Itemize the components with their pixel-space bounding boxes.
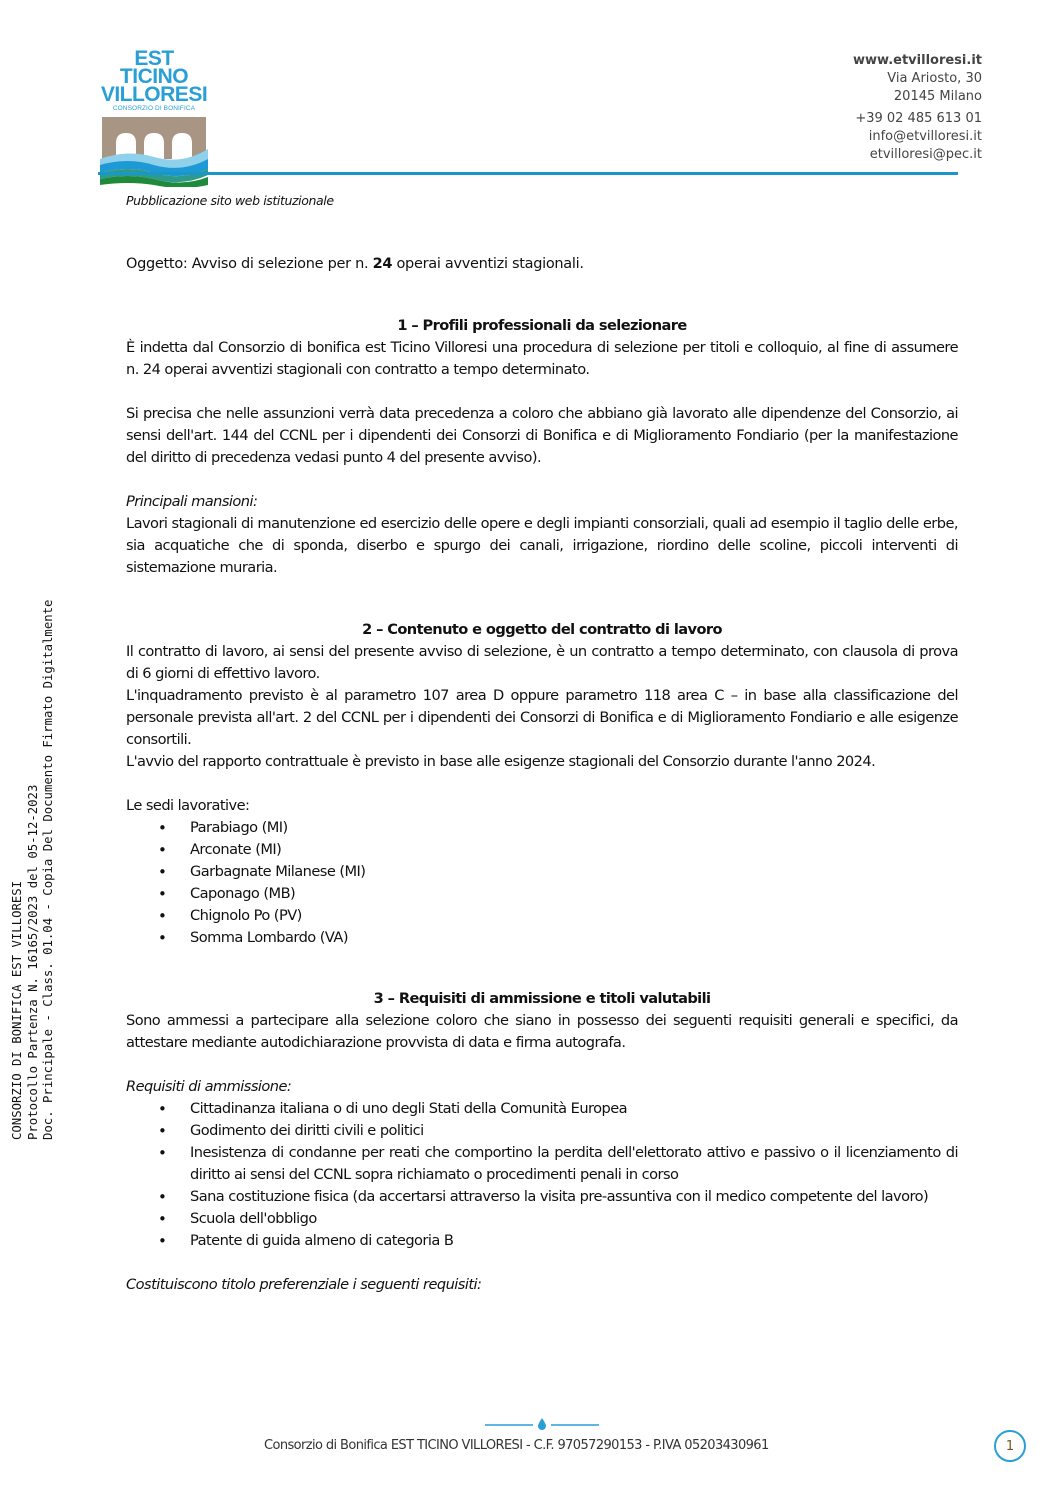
section-2-paragraph-1: Il contratto di lavoro, ai sensi del presente avviso di selezione, è un contratto a tempo determinato, con clausola di prova di 6 giorni di effettivo lavoro. (126, 643, 958, 682)
list-item: • Arconate (MI) (126, 839, 958, 861)
phone: +39 02 485 613 01 (855, 111, 982, 126)
page-number-badge: 1 (994, 1430, 1026, 1462)
list-item: • Godimento dei diritti civili e politici (126, 1120, 958, 1142)
list-item: • Cittadinanza italiana o di uno degli Stati della Comunità Europea (126, 1098, 958, 1120)
duties-text: Lavori stagionali di manutenzione ed esercizio delle opere e degli impianti consorziali, quali ad esempio il taglio delle erbe, sia acquatiche che di sponda, diserbo e spurgo dei canali, irrigazione, riordino delle scoline, piccoli interventi di sistemazione muraria. (126, 515, 958, 576)
locations-list (126, 817, 958, 949)
section-1 (126, 315, 958, 579)
logo-line-2: VILLORESI (100, 83, 208, 106)
contact-info (853, 52, 982, 164)
email-link[interactable]: info@etvilloresi.it (868, 129, 982, 144)
stamp-line-2: Protocollo Partenza N. 16165/2023 del 05-12-2023 (25, 784, 40, 1140)
list-item: • Scuola dell'obbligo (126, 1208, 958, 1230)
section-2-paragraph-3: L'avvio del rapporto contrattuale è previsto in base alle esigenze stagionali del Consorzio durante l'anno 2024. (126, 753, 876, 770)
section-2-title: 2 – Contenuto e oggetto del contratto di lavoro (362, 621, 722, 638)
section-3 (126, 988, 958, 1296)
subject-number: 24 (372, 256, 393, 272)
list-item: • Chignolo Po (PV) (126, 905, 958, 927)
list-item: • Caponago (MB) (126, 883, 958, 905)
section-2-paragraph-2: L'inquadramento previsto è al parametro 107 area D oppure parametro 118 area C – in base alla classificazione del personale prevista all'art. 2 del CCNL per i dipendenti dei Consorzi di Bonifica e di Miglioramento Fondiario e alle esigenze consortili. (126, 687, 958, 748)
section-2 (126, 619, 958, 949)
publication-note: Pubblicazione sito web istituzionale (126, 193, 334, 208)
list-item: • Inesistenza di condanne per reati che comportino la perdita dell'elettorato attivo e passivo o il licenziamento di diritto ai sensi del CCNL sopra richiamato o procedimenti penali in corso (126, 1142, 958, 1186)
list-item: • Somma Lombardo (VA) (126, 927, 958, 949)
section-3-paragraph-1: Sono ammessi a partecipare alla selezione coloro che siano in possesso dei seguenti requisiti generali e specifici, da attestare mediante autodichiarazione provvista di data e firma autografa. (126, 1012, 958, 1051)
stamp-line-1: CONSORZIO DI BONIFICA EST VILLORESI (10, 880, 24, 1140)
requirements-label: Requisiti di ammissione: (126, 1078, 292, 1095)
address-line-1: Via Ariosto, 30 (887, 71, 982, 86)
website-link[interactable]: www.etvilloresi.it (853, 53, 982, 68)
list-item: • Sana costituzione fisica (da accertarsi attraverso la visita pre-assuntiva con il medico competente del lavoro) (126, 1186, 958, 1208)
section-1-title: 1 – Profili professionali da selezionare (397, 317, 687, 334)
logo-line-1: EST TICINO (119, 47, 189, 88)
section-1-paragraph-2: Si precisa che nelle assunzioni verrà data precedenza a coloro che abbiano già lavorato alle dipendenze del Consorzio, ai sensi dell'art. 144 del CCNL per i dipendenti dei Consorzi di Bonifica e di Miglioramento Fondiario (per la manifestazione del diritto di precedenza vedasi punto 4 del presente avviso). (126, 405, 958, 466)
logo-line-3: CONSORZIO DI BONIFICA (112, 105, 196, 112)
duties-label: Principali mansioni: (126, 493, 258, 510)
water-drop-icon (485, 1418, 599, 1430)
bridge-water-logo-icon (98, 115, 210, 187)
subject-prefix: Oggetto: Avviso di selezione per n. (126, 256, 373, 272)
pec-link[interactable]: etvilloresi@pec.it (869, 147, 982, 162)
list-item: • Garbagnate Milanese (MI) (126, 861, 958, 883)
header-divider (98, 172, 958, 175)
list-item: • Parabiago (MI) (126, 817, 958, 839)
consortium-logo (98, 47, 210, 187)
protocol-stamp (10, 600, 57, 1140)
stamp-line-3: Doc. Principale - Class. 01.04 - Copia Del Documento Firmato Digitalmente (41, 599, 55, 1140)
address-line-2: 20145 Milano (893, 89, 982, 104)
section-1-paragraph-1: È indetta dal Consorzio di bonifica est Ticino Villoresi una procedura di selezione per titoli e colloquio, al fine di assumere n. 24 operai avventizi stagionali con contratto a tempo determinato. (126, 339, 958, 378)
requirements-list (126, 1098, 958, 1252)
locations-label: Le sedi lavorative: (126, 797, 250, 814)
preferential-label: Costituiscono titolo preferenziale i seguenti requisiti: (126, 1276, 482, 1293)
document-subject (126, 256, 584, 272)
subject-suffix: operai avventizi stagionali. (392, 256, 584, 272)
footer-legal-info: Consorzio di Bonifica EST TICINO VILLORESI - C.F. 97057290153 - P.IVA 05203430961 (264, 1438, 769, 1453)
section-3-title: 3 – Requisiti di ammissione e titoli valutabili (373, 990, 711, 1007)
list-item: • Patente di guida almeno di categoria B (126, 1230, 958, 1252)
